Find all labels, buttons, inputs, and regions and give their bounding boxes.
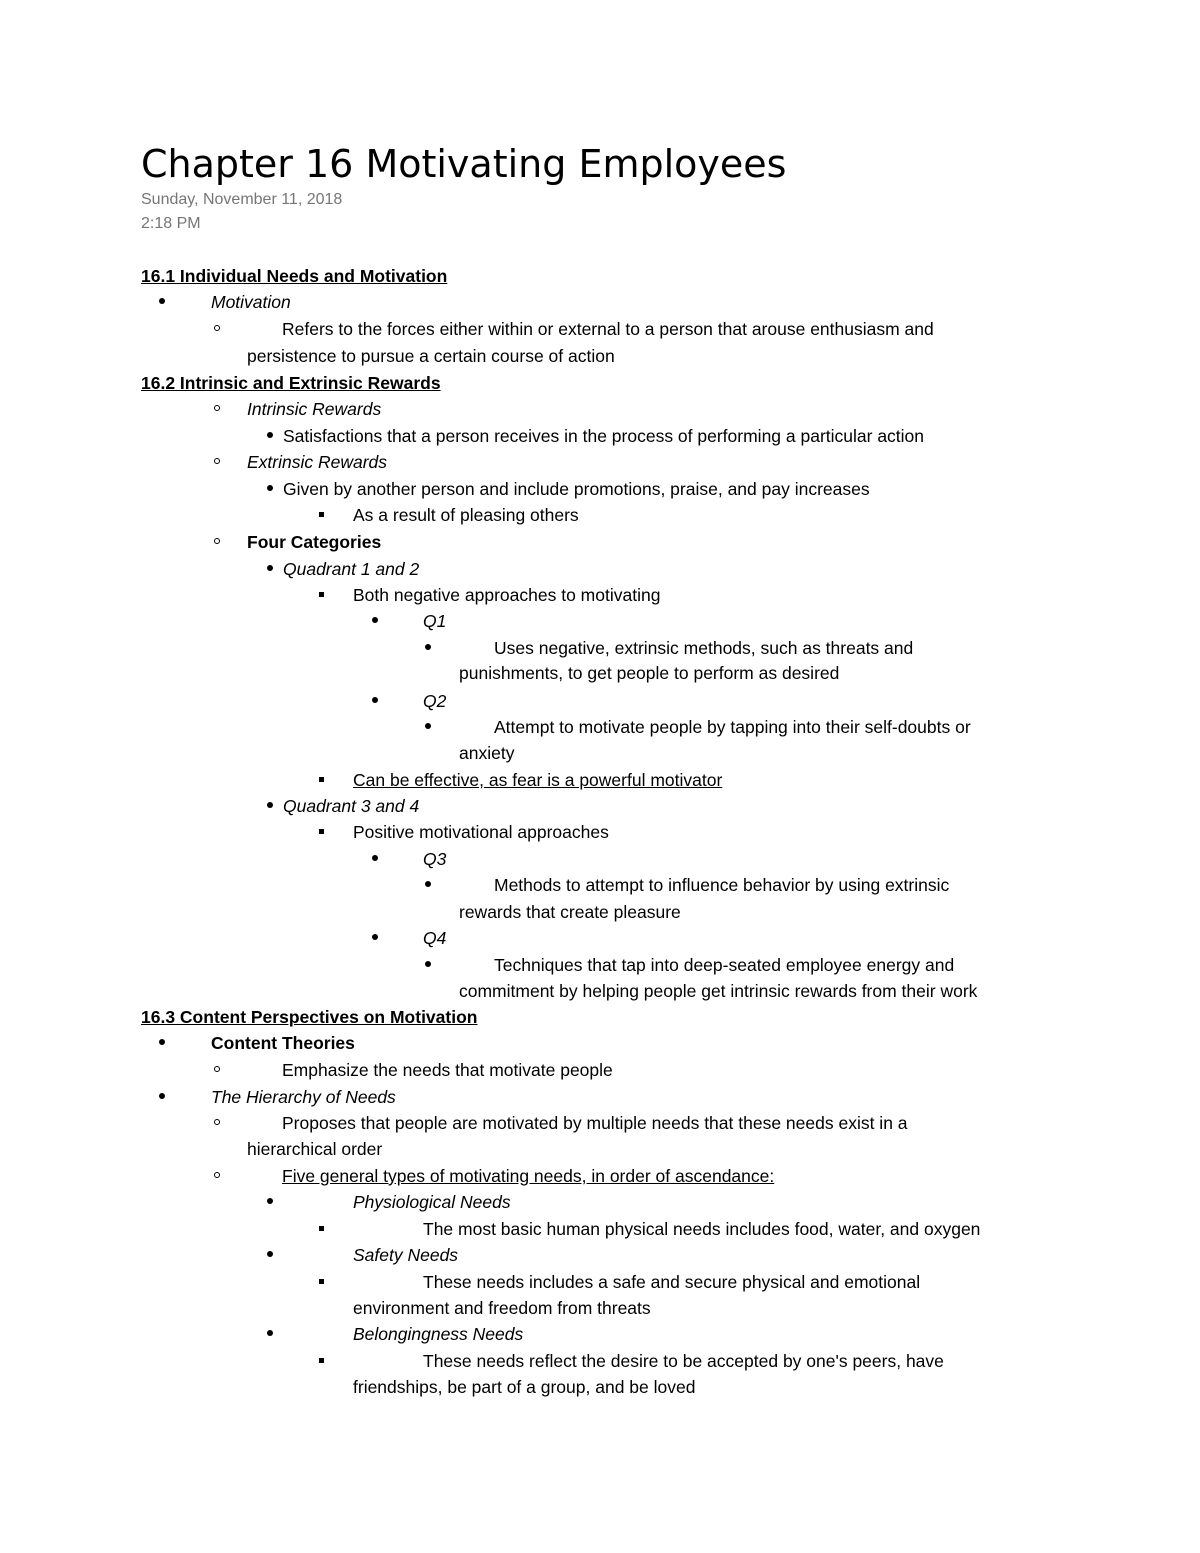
bullet-disc-icon [267,565,273,571]
list-item-text: Proposes that people are motivated by multiple needs that these needs exist in a [282,1113,908,1133]
bullet-disc-icon [267,1198,273,1204]
bullet-square-icon [319,829,324,834]
list-item-text: Q3 [423,849,447,869]
list-item-text: Techniques that tap into deep-seated employee energy and [494,955,955,975]
list-item-text: Extrinsic Rewards [247,452,388,472]
bullet-square-icon [319,1279,324,1284]
bullet-disc-icon [425,881,431,887]
bullet-disc-icon [267,485,273,491]
bullet-disc-icon [425,644,431,650]
bullet-circle-icon [214,325,220,331]
list-item-text: These needs includes a safe and secure physical and emotional [423,1272,921,1292]
list-item-text: These needs reflect the desire to be accepted by one's peers, have [423,1351,944,1371]
bullet-disc-icon [425,961,431,967]
list-item-text: Refers to the forces either within or external to a person that arouse enthusiasm and [282,319,934,339]
list-item-text: Q1 [423,611,447,631]
list-item-text: Emphasize the needs that motivate people [282,1060,613,1080]
bullet-circle-icon [214,538,220,544]
list-item-text: The Hierarchy of Needs [211,1087,396,1107]
list-item-text: Physiological Needs [353,1192,511,1212]
bullet-disc-icon [267,1251,273,1257]
list-item-text: Five general types of motivating needs, in order of ascendance: [282,1166,775,1186]
list-item-text: Both negative approaches to motivating [353,585,661,605]
list-item-continuation: anxiety [459,743,515,763]
bullet-circle-icon [214,1172,220,1178]
list-item-text: As a result of pleasing others [353,505,579,525]
list-item-text: The most basic human physical needs includes food, water, and oxygen [423,1219,981,1239]
bullet-disc-icon [372,697,378,703]
bullet-disc-icon [159,1039,165,1045]
list-item-text: Intrinsic Rewards [247,399,382,419]
list-item-text: Satisfactions that a person receives in the process of performing a particular action [283,426,925,446]
list-item-text: Positive motivational approaches [353,822,609,842]
bullet-disc-icon [267,802,273,808]
bullet-square-icon [319,512,324,517]
list-item-continuation: persistence to pursue a certain course of action [247,346,615,366]
list-item-text: Four Categories [247,532,382,552]
list-item-text: Q2 [423,691,447,711]
bullet-square-icon [319,1358,324,1363]
bullet-disc-icon [159,1093,165,1099]
bullet-disc-icon [267,1330,273,1336]
bullet-disc-icon [159,298,165,304]
list-item-text: Safety Needs [353,1245,459,1265]
list-item-text: Motivation [211,292,291,312]
bullet-disc-icon [372,855,378,861]
list-item-text: Given by another person and include promotions, praise, and pay increases [283,479,870,499]
list-item-text: Belongingness Needs [353,1324,524,1344]
list-item-continuation: rewards that create pleasure [459,902,681,922]
list-item-continuation: friendships, be part of a group, and be loved [353,1377,696,1397]
bullet-disc-icon [267,432,273,438]
list-item-continuation: environment and freedom from threats [353,1298,651,1318]
list-item-text: Q4 [423,928,447,948]
note-time: 2:18 PM [141,215,201,232]
list-item-text: Uses negative, extrinsic methods, such as threats and [494,638,914,658]
section-heading: 16.3 Content Perspectives on Motivation [141,1007,478,1027]
list-item-text: Attempt to motivate people by tapping into their self-doubts or [494,717,971,737]
list-item-continuation: commitment by helping people get intrinsic rewards from their work [459,981,978,1001]
bullet-circle-icon [214,1066,220,1072]
bullet-disc-icon [425,723,431,729]
list-item-text: Methods to attempt to influence behavior by using extrinsic [494,875,950,895]
bullet-circle-icon [214,1119,220,1125]
bullet-square-icon [319,1226,324,1231]
bullet-square-icon [319,592,324,597]
section-heading: 16.2 Intrinsic and Extrinsic Rewards [141,373,441,393]
note-date: Sunday, November 11, 2018 [141,191,343,208]
bullet-circle-icon [214,458,220,464]
list-item-continuation: hierarchical order [247,1139,383,1159]
list-item-text: Content Theories [211,1033,355,1053]
section-heading: 16.1 Individual Needs and Motivation [141,266,448,286]
list-item-text: Quadrant 1 and 2 [283,559,420,579]
bullet-disc-icon [372,617,378,623]
page-title: Chapter 16 Motivating Employees [141,142,787,186]
bullet-disc-icon [372,934,378,940]
list-item-text: Quadrant 3 and 4 [283,796,420,816]
list-item-text: Can be effective, as fear is a powerful motivator [353,770,723,790]
bullet-circle-icon [214,405,220,411]
bullet-square-icon [319,777,324,782]
list-item-continuation: punishments, to get people to perform as desired [459,663,840,683]
